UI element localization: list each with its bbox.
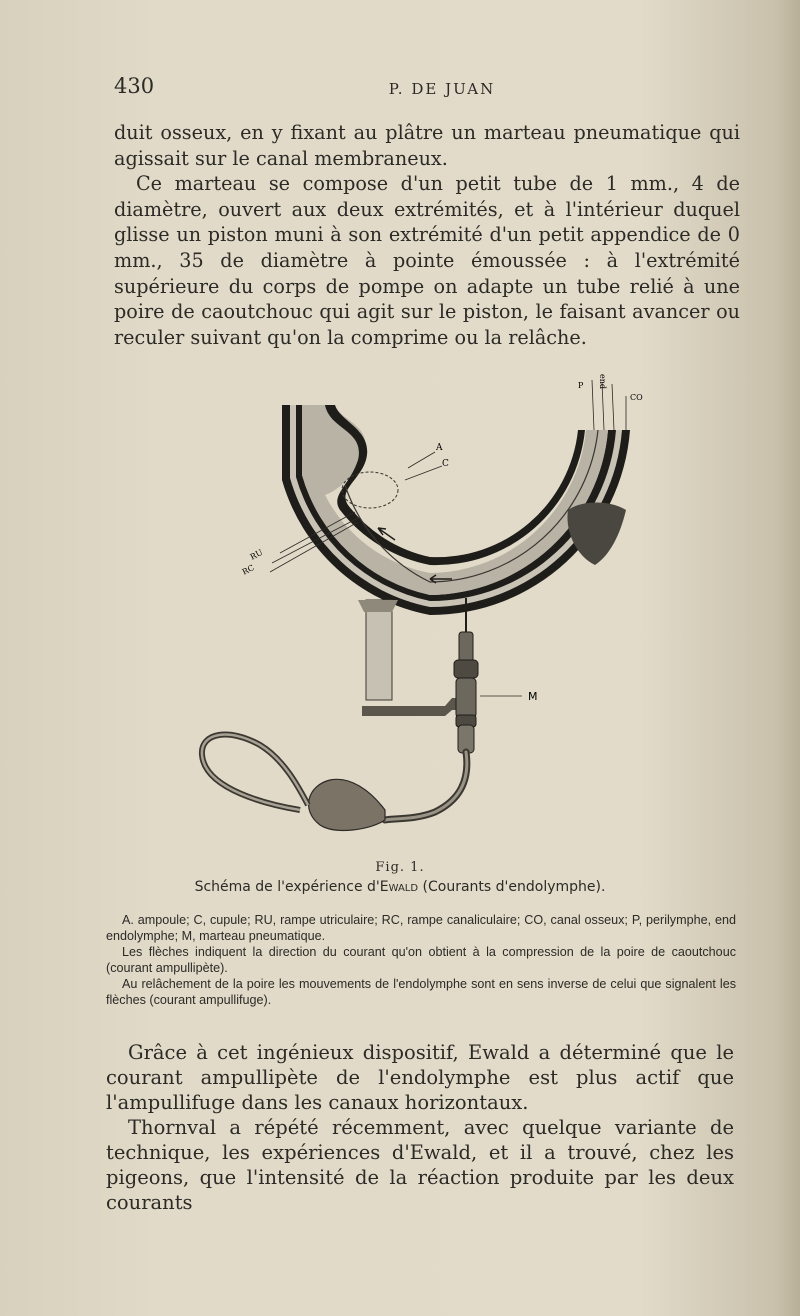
paragraph: duit osseux, en y fixant au plâtre un marteau pneumatique qui agissait sur le canal membraneux.: [114, 121, 740, 170]
label-RC: RC: [240, 563, 256, 577]
figure-caption: [0, 879, 800, 895]
bottom-text-block: [106, 1040, 734, 1215]
utricle-block: [567, 503, 626, 566]
label-P: P: [578, 381, 584, 390]
caption-author: Ewald: [379, 879, 419, 895]
leader-line: [405, 466, 442, 480]
rubber-bulb: [309, 779, 385, 830]
legend-paragraph: Les flèches indiquent la direction du courant qu'on obtient à la compression de la poire de caoutchouc (courant ampullipète).: [106, 945, 736, 975]
ewald-apparatus-diagram: [190, 360, 670, 840]
leader-line: [592, 380, 594, 430]
hammer-tube: [459, 632, 473, 662]
label-CO: CO: [630, 393, 643, 402]
figure-number: Fig. 1.: [375, 860, 425, 875]
label-RU: RU: [248, 547, 265, 562]
label-C: C: [442, 459, 449, 469]
legend-paragraph: A. ampoule; C, cupule; RU, rampe utriculaire; RC, rampe canaliculaire; CO, canal osseux; P, perilymphe, end endolymphe; M, marteau pneumatique.: [106, 913, 736, 943]
legend-paragraph: Au relâchement de la poire les mouvements de l'endolymphe sont en sens inverse de celui que signalent les flèches (courant ampullifuge).: [106, 977, 736, 1007]
paragraph: Thornval a répété récemment, avec quelque variante de technique, les expériences d'Ewald, et il a trouvé, chez les pigeons, que l'intensité de la réaction produite par les deux courants: [106, 1116, 734, 1214]
page-number: 430: [114, 74, 155, 98]
caption-text: Schéma de l'expérience d': [194, 879, 380, 895]
caption-text-end: (Courants d'endolymphe).: [418, 879, 606, 895]
paragraph: Grâce à cet ingénieux dispositif, Ewald a déterminé que le courant ampullipète de l'endolymphe est plus actif que l'ampullifuge dans les canaux horizontaux.: [106, 1041, 734, 1114]
leader-line: [612, 384, 614, 430]
label-A: A: [436, 443, 443, 453]
leader-line: [408, 452, 435, 468]
page-header: [114, 74, 740, 104]
running-head: P. DE JUAN: [388, 80, 496, 98]
plaster-cap: [358, 600, 398, 612]
label-end: end: [598, 374, 607, 390]
figure-legend: [106, 912, 736, 1008]
top-text-block: [114, 120, 740, 350]
label-M: M: [528, 690, 538, 703]
ewald-figure: [190, 360, 670, 840]
rubber-tube-highlight: [385, 752, 467, 820]
paragraph: Ce marteau se compose d'un petit tube de 1 mm., 4 de diamètre, ouvert aux deux extrémités, et à l'intérieur duquel glisse un piston muni à son extrémité d'un petit appendice de 0 mm., 35 de diamètre à pointe émoussée : à l'extrémité supérieure du corps de pompe on adapte un tube relié à une poire de caoutchouc qui agit sur le piston, le faisant avancer ou reculer suivant qu'on la comprime ou la relâche.: [114, 172, 740, 349]
leader-line: [602, 382, 604, 430]
hammer-coupling: [454, 660, 478, 678]
rubber-tube: [385, 752, 467, 820]
plaster-support: [366, 600, 392, 700]
hammer-body: [456, 678, 476, 718]
